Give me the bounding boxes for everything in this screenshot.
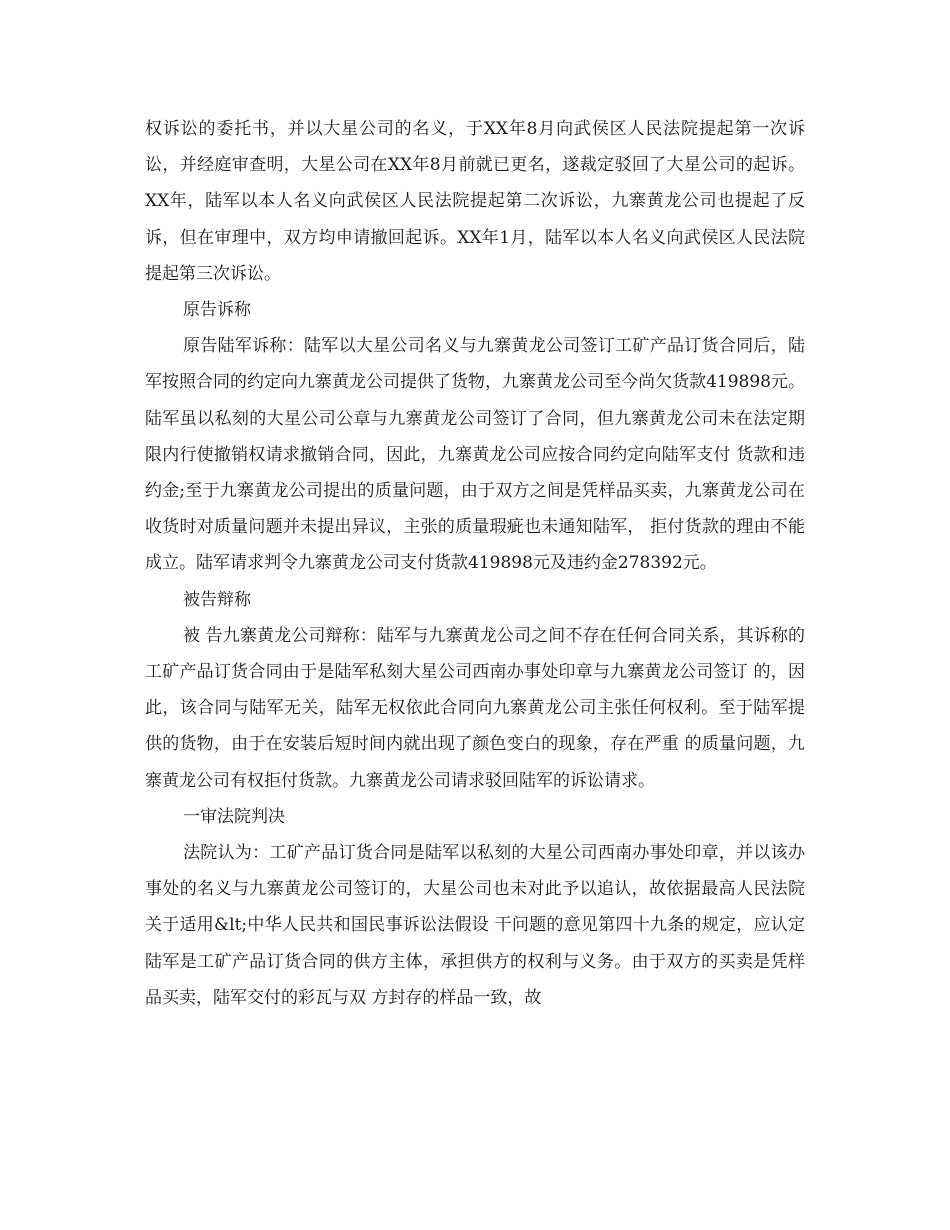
section-heading-plaintiff-claim: 原告诉称 bbox=[183, 300, 251, 321]
section-heading-defendant-defense: 被告辩称 bbox=[183, 589, 251, 610]
document-body bbox=[145, 111, 805, 1016]
paragraph-continued-intro: 权诉讼的委托书，并以大星公司的名义，于XX年8月向武侯区人民法院提起第一次诉讼，并经庭审查明，大星公司在XX年8月前就已更名，遂裁定驳回了大星公司的起诉。XX年，陆军以本人名义向武侯区人民法院提起第二次诉讼，九寨黄龙公司也提起了反诉，但在审理中，双方均申请撤回起诉。XX年1月，陆军以本人名义向武侯区人民法院提起第三次诉讼。 bbox=[145, 119, 805, 284]
section-heading-first-instance-judgment: 一审法院判决 bbox=[183, 806, 285, 827]
paragraph-defendant-defense: 被 告九寨黄龙公司辩称：陆军与九寨黄龙公司之间不存在任何合同关系，其诉称的工矿产品订货合同由于是陆军私刻大星公司西南办事处印章与九寨黄龙公司签订 的，因此，该合同与陆军无关，陆军无权依此合同向九寨黄龙公司主张任何权利。至于陆军提供的货物，由于在安装后短时间内就出现了颜色变白的现象，存在严重 的质量问题，九寨黄龙公司有权拒付货款。九寨黄龙公司请求驳回陆军的诉讼请求。 bbox=[145, 625, 805, 791]
paragraph-first-instance-judgment: 法院认为：工矿产品订货合同是陆军以私刻的大星公司西南办事处印章，并以该办事处的名义与九寨黄龙公司签订的，大星公司也未对此予以追认，故依据最高人民法院关于适用&lt;中华人民共和国民事诉讼法假设 干问题的意见第四十九条的规定，应认定陆军是工矿产品订货合同的供方主体，承担供方的权利与义务。由于双方的买卖是凭样品买卖，陆军交付的彩瓦与双 方封存的样品一致，故 bbox=[145, 843, 805, 1008]
paragraph-plaintiff-claim: 原告陆军诉称：陆军以大星公司名义与九寨黄龙公司签订工矿产品订货合同后，陆军按照合同的约定向九寨黄龙公司提供了货物，九寨黄龙公司至今尚欠货款419898元。 陆军虽以私刻的大星公司公章与九寨黄龙公司签订了合同，但九寨黄龙公司未在法定期限内行使撤销权请求撤销合同，因此，九寨黄龙公司应按合同约定向陆军支付 货款和违约金;至于九寨黄龙公司提出的质量问题，由于双方之间是凭样品买卖，九寨黄龙公司在收货时对质量问题并未提出异议，主张的质量瑕疵也未通知陆军， 拒付货款的理由不能成立。陆军请求判令九寨黄龙公司支付货款419898元及违约金278392元。 bbox=[145, 336, 805, 574]
